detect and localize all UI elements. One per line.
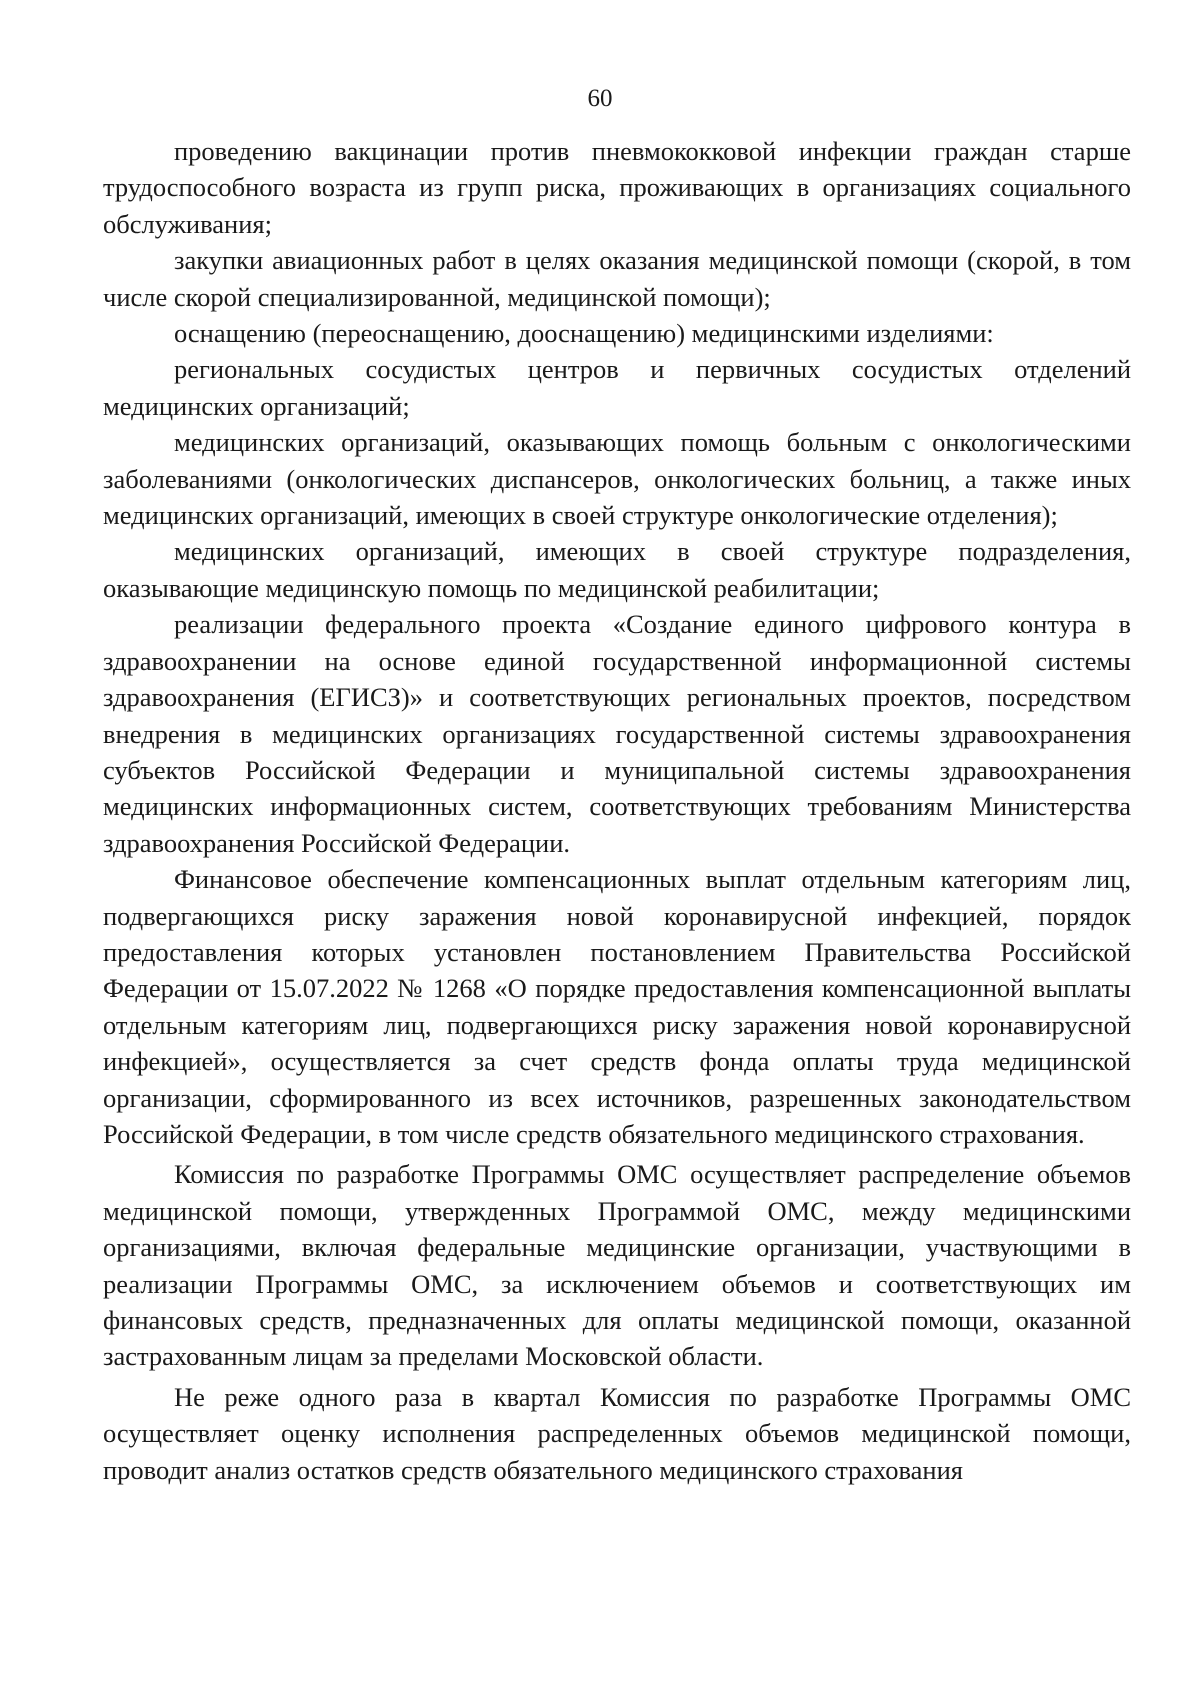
paragraph-vascular-centers: региональных сосудистых центров и первичных сосудистых отделений медицинских организаций; — [103, 354, 1131, 421]
paragraph-aviation: закупки авиационных работ в целях оказания медицинской помощи (скорой, в том числе скорой специализированной, медицинской помощи); — [103, 245, 1131, 312]
paragraph-oncology: медицинских организаций, оказывающих помощь больным с онкологическими заболеваниями (онкологических диспансеров, онкологических больниц, а также иных медицинских организаций, имеющих в своей структуре онкологические отделения); — [103, 427, 1131, 531]
paragraph-quarterly: Не реже одного раза в квартал Комиссия по разработке Программы ОМС осуществляет оценку исполнения распределенных объемов медицинской помощи, проводит анализ остатков средств обязательного медицинского страхования — [103, 1381, 1131, 1485]
paragraph-equipment: оснащению (переоснащению, дооснащению) медицинскими изделиями: — [174, 318, 994, 349]
paragraph-rehabilitation: медицинских организаций, имеющих в своей структуре подразделения, оказывающие медицинскую помощь по медицинской реабилитации; — [103, 536, 1131, 603]
document-body — [103, 133, 1131, 1488]
paragraph-compensation: Финансовое обеспечение компенсационных выплат отдельным категориям лиц, подвергающихся риску заражения новой коронавирусной инфекцией, порядок предоставления которых установлен постановлением Правительства Российской Федерации от 15.07.2022 № 1268 «О порядке предоставления компенсационной выплаты отдельным категориям лиц, подвергающихся риску заражения новой коронавирусной инфекцией», осуществляется за счет средств фонда оплаты труда медицинской организации, сформированного из всех источников, разрешенных законодательством Российской Федерации, в том числе средств обязательного медицинского страхования. — [103, 864, 1131, 1149]
page-number: 60 — [587, 85, 613, 112]
paragraph-commission: Комиссия по разработке Программы ОМС осуществляет распределение объемов медицинской помощи, утвержденных Программой ОМС, между медицинскими организациями, включая федеральные медицинские организации, участвующими в реализации Программы ОМС, за исключением объемов и соответствующих им финансовых средств, предназначенных для оплаты медицинской помощи, оказанной застрахованным лицам за пределами Московской области. — [103, 1159, 1131, 1372]
paragraph-digital-contour: реализации федерального проекта «Создание единого цифрового контура в здравоохранении на основе единой государственной информационной системы здравоохранения (ЕГИСЗ)» и соответствующих региональных проектов, посредством внедрения в медицинских организациях государственной системы здравоохранения субъектов Российской Федерации и муниципальной системы здравоохранения медицинских информационных систем, соответствующих требованиям Министерства здравоохранения Российской Федерации. — [103, 609, 1131, 858]
paragraph-vaccination: проведению вакцинации против пневмококковой инфекции граждан старше трудоспособного возраста из групп риска, проживающих в организациях социального обслуживания; — [103, 136, 1131, 239]
